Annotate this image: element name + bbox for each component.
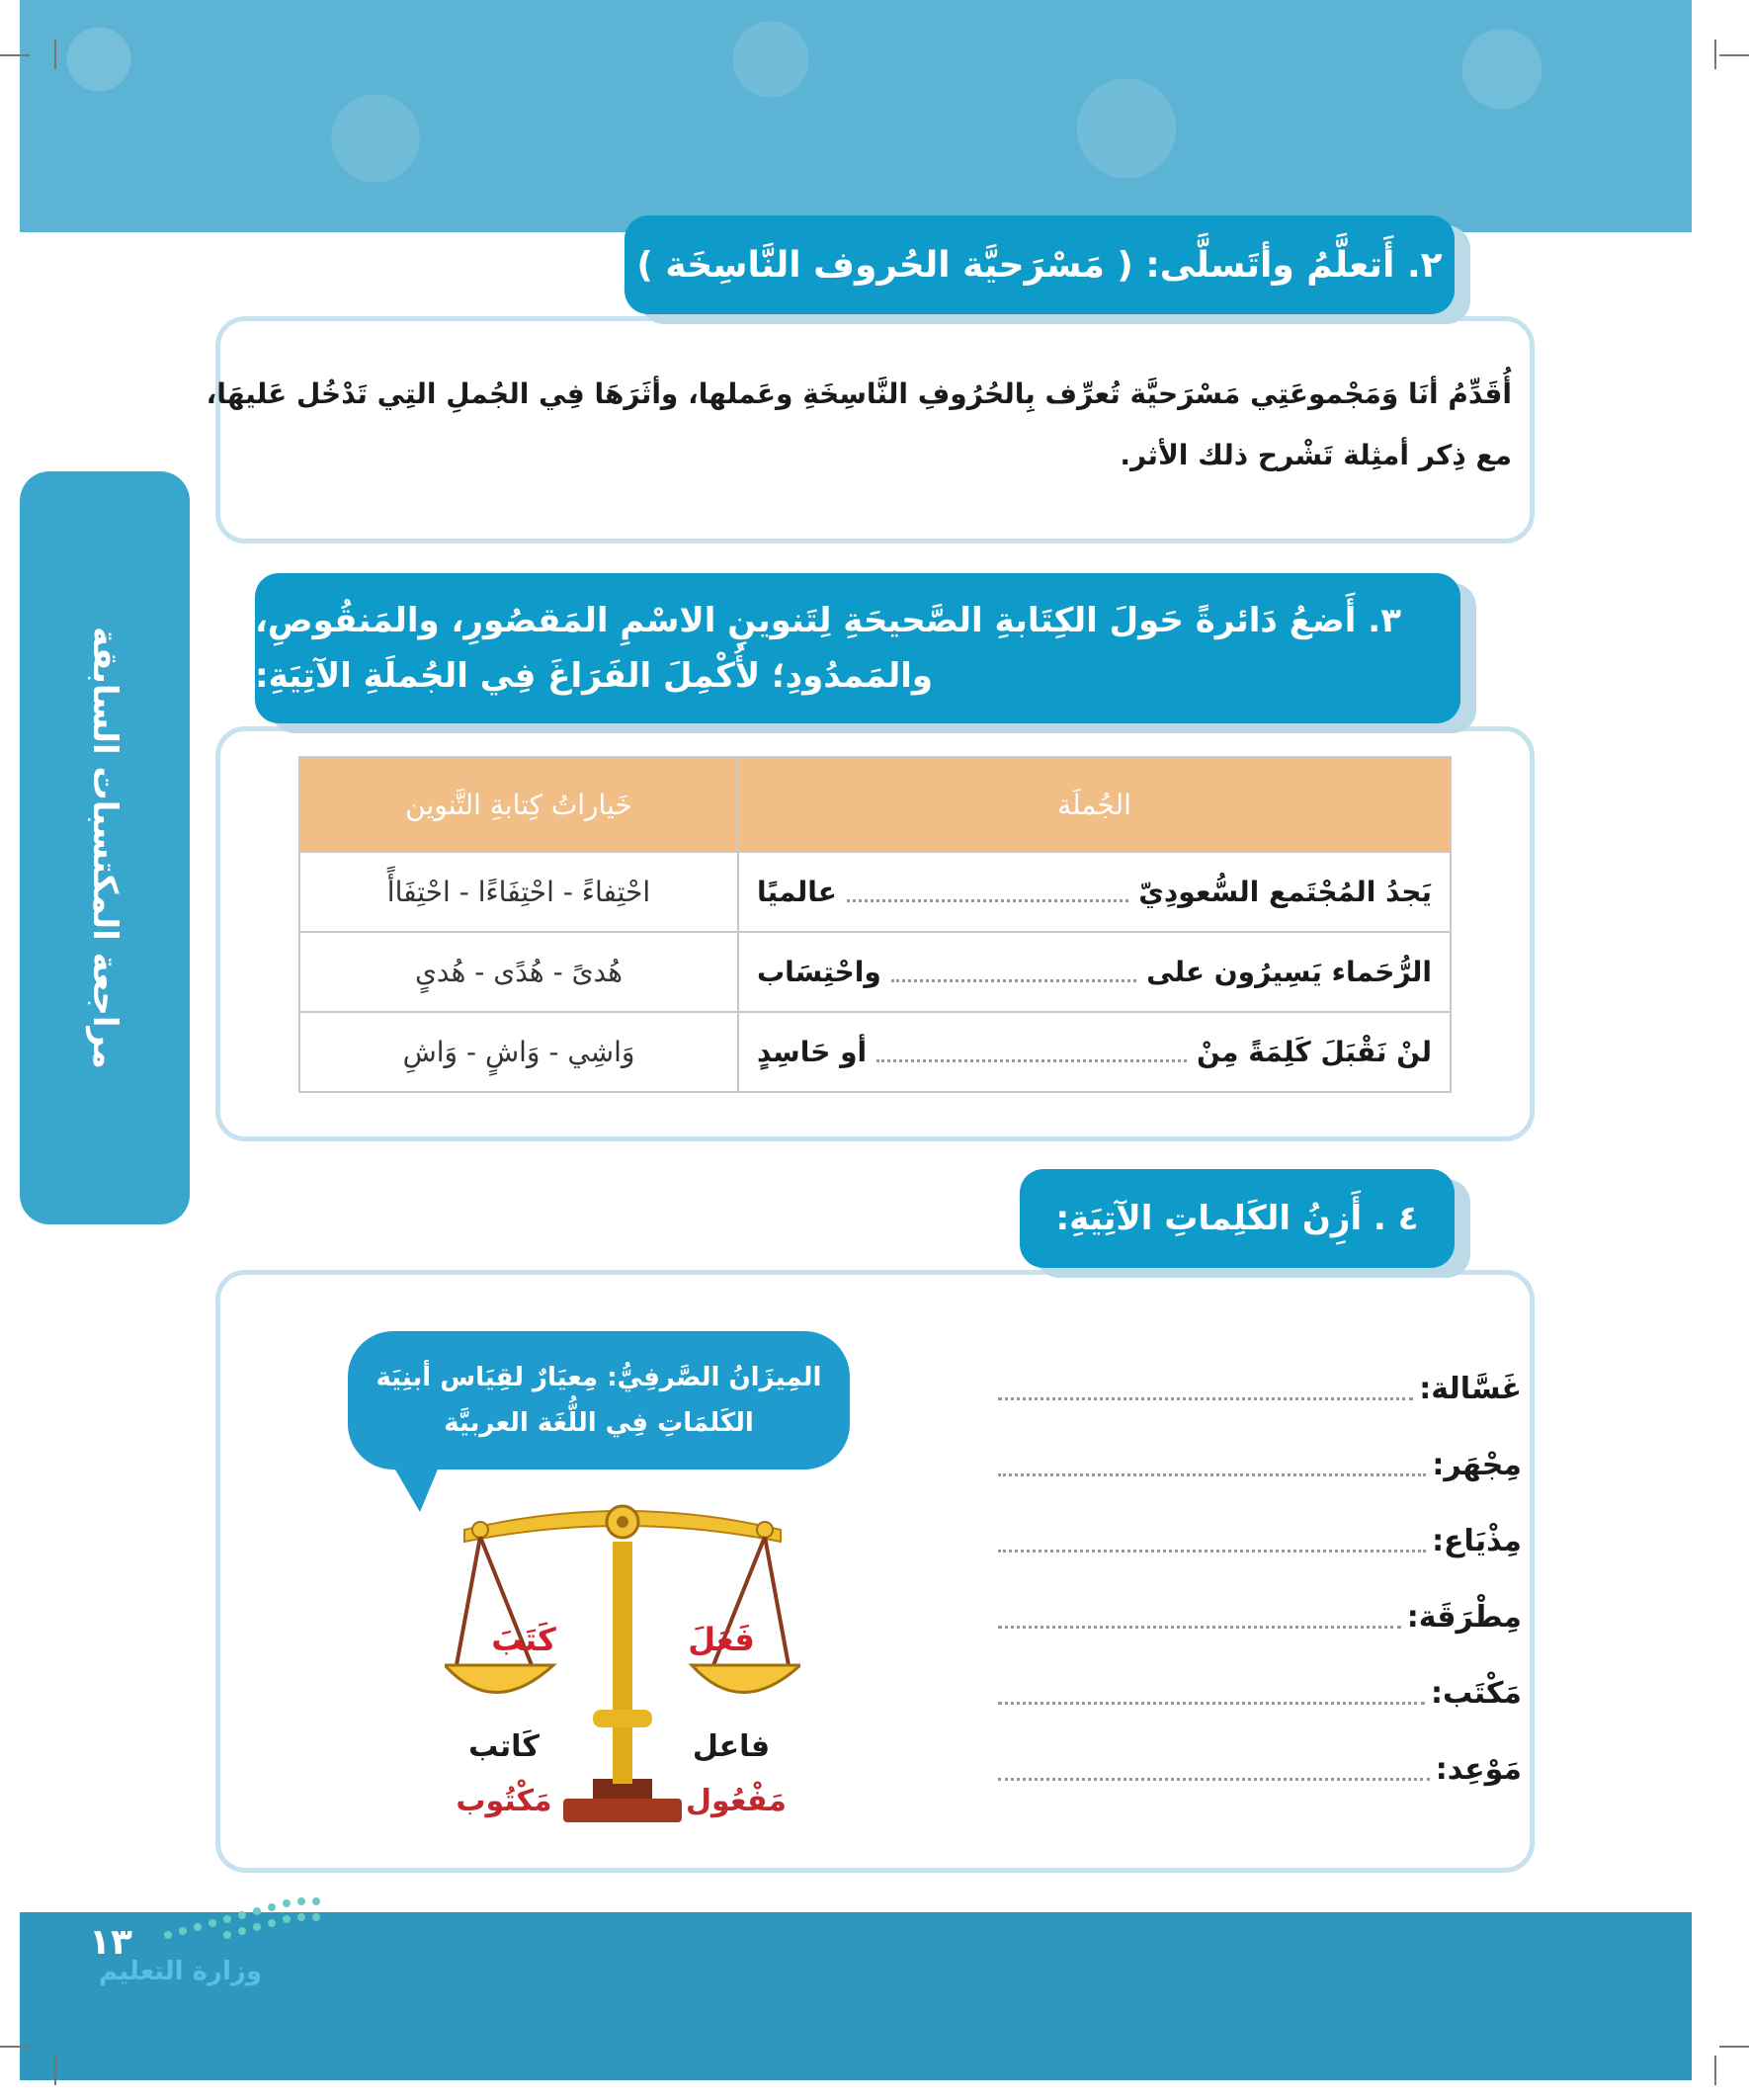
sentence-before: يَجدُ المُجْتَمع السُّعودِيّ [1138, 876, 1432, 908]
bubble-line2: الكَلمَاتِ فِي اللُّغَة العربيَّة [444, 1408, 754, 1438]
left-pan-word: كَتَبَ [491, 1621, 556, 1658]
sentence-cell [738, 852, 1451, 932]
options-cell[interactable]: احْتِفاءً - احْتِفَاءًا - احْتِفَاأً [299, 852, 738, 932]
answer-blank[interactable] [998, 1464, 1426, 1476]
table-row [299, 932, 1451, 1012]
header-sentence: الجُملَة [738, 757, 1451, 852]
section4-title-text: ٤ . أَزِنُ الكَلِماتِ الآتِيَةِ: [1055, 1199, 1419, 1238]
blank-line[interactable] [891, 962, 1136, 982]
word-line [998, 1359, 1522, 1406]
word-label: غَسَّالة: [1419, 1372, 1522, 1406]
ministry-logo-dots-icon [158, 1895, 326, 1945]
word-label: مِطْرَقَة: [1406, 1600, 1522, 1635]
sentence-before: لنْ نَقْبَلَ كَلِمَةً مِنْ [1196, 1036, 1432, 1068]
page-number: ١٣ [89, 1922, 132, 1963]
header-decorative-band [20, 0, 1692, 232]
sentence-after: أو حَاسِدٍ [757, 1036, 868, 1068]
section3-title-line1: ٣. أَضعُ دَائرةً حَولَ الكِتَابةِ الصَّحيحَةِ لِتَنوينِ الاسْمِ المَقصُورِ، والمَنقُوصِ، [255, 601, 1401, 640]
tanween-table [298, 756, 1452, 1093]
word-line [998, 1435, 1522, 1482]
blank-line[interactable] [876, 1042, 1187, 1062]
crop-mark [1719, 2046, 1749, 2048]
section2-line1: أُقَدِّمُ أنَا وَمَجْموعَتِي مَسْرَحيَّة تُعرِّف بِالحُرُوفِ النَّاسِخَةِ وعَملها، وأثَرَهَا فِي الجُملِ التِي تَدْخُل عَليهَا، [206, 378, 1512, 410]
sentence-after: واحْتِسَاب [757, 956, 881, 988]
side-tab-label-wrap [20, 471, 190, 1224]
sentence-after: عالميًا [757, 876, 837, 908]
answer-blank[interactable] [998, 1768, 1430, 1781]
header-options: خَياراتُ كِتابةِ التَّنوين [299, 757, 738, 852]
table-header-row [299, 757, 1451, 852]
table-row [299, 852, 1451, 932]
answer-blank[interactable] [998, 1616, 1401, 1629]
table-row [299, 1012, 1451, 1092]
ministry-logo-text: وزارة التعليم [99, 1957, 262, 1986]
answer-blank[interactable] [998, 1540, 1426, 1553]
crop-mark [1714, 2056, 1716, 2085]
word-label: مِذْيَاع: [1432, 1524, 1522, 1558]
crop-mark [54, 2056, 56, 2085]
options-cell[interactable]: هُدىً - هُدًى - هُدىٍ [299, 932, 738, 1012]
sentence-cell [738, 1012, 1451, 1092]
crop-mark [1714, 40, 1716, 69]
definition-bubble [348, 1331, 850, 1470]
right-derived-word2: مَفْعُول [686, 1784, 787, 1818]
bubble-line1: المِيزَانُ الصَّرفِيُّ: مِعيَارٌ لقِيَاس أبنِيَة [375, 1363, 822, 1392]
word-label: مَوْعِد: [1435, 1752, 1522, 1787]
section2-title [625, 215, 1455, 314]
blank-line[interactable] [847, 882, 1128, 902]
word-line [998, 1511, 1522, 1558]
section2-paragraph [206, 364, 1512, 486]
side-tab-label: مراجعة المكتسبات السابقة [85, 627, 125, 1069]
section2-line2: مع ذِكر أمثِلة تَشْرح ذلك الأثر. [1120, 439, 1512, 471]
sentence-cell [738, 932, 1451, 1012]
right-derived-word1: فاعل [692, 1729, 771, 1764]
crop-mark [1719, 54, 1749, 56]
word-line [998, 1739, 1522, 1787]
right-pan-word: فَعَلَ [688, 1621, 755, 1658]
crop-mark [0, 54, 30, 56]
answer-blank[interactable] [998, 1692, 1425, 1705]
word-line [998, 1587, 1522, 1635]
options-cell[interactable]: وَاشِي - وَاشٍ - وَاشِ [299, 1012, 738, 1092]
left-derived-word2: مَكْتُوب [456, 1784, 552, 1818]
bubble-tail [375, 1453, 455, 1522]
crop-mark [0, 2046, 30, 2048]
answer-blank[interactable] [998, 1387, 1413, 1400]
section3-title-line2: والمَمدُودِ؛ لأُكْمِلَ الفَرَاغَ فِي الجُملَةِ الآتِيَةِ: [255, 656, 934, 696]
crop-mark [54, 40, 56, 69]
word-label: مَكْتَب: [1430, 1676, 1522, 1711]
section3-title [255, 573, 1460, 723]
section2-title-text: ٢. أَتعلَّمُ وأتَسلَّى: ( مَسْرَحيَّة الحُروف النَّاسِخَة ) [636, 244, 1443, 286]
word-line [998, 1663, 1522, 1711]
left-derived-word1: كَاتب [468, 1729, 540, 1764]
sentence-before: الرُّحَماء يَسِيرُون على [1146, 956, 1432, 988]
word-label: مِجْهَر: [1432, 1448, 1522, 1482]
section4-title [1020, 1169, 1455, 1268]
